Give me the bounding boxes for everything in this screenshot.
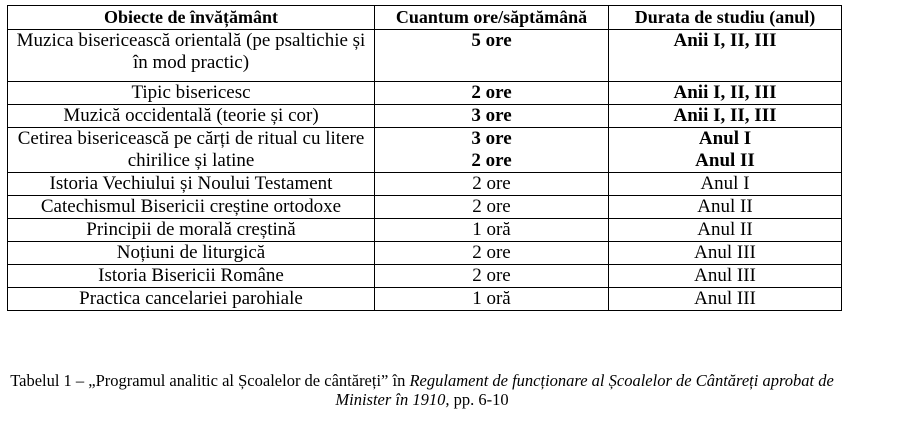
table-row [8,82,842,105]
subject-cell: Practica cancelariei parohiale [8,288,375,311]
hours-cell: 1 oră [375,219,609,242]
hours-cell: 3 ore [375,105,609,128]
header-subjects: Obiecte de învățământ [8,6,375,30]
subject-cell: Noțiuni de liturgică [8,242,375,265]
subject-cell: Catechismul Bisericii creștine ortodoxe [8,196,375,219]
duration-cell: Anii I, II, III [609,82,842,105]
subject-cell: Muzica bisericească orientală (pe psaltichie și în mod practic) [8,30,375,82]
hours-cell: 5 ore [375,30,609,82]
duration-cell: Anii I, II, III [609,105,842,128]
hours-value-b: 2 ore [471,150,512,171]
duration-cell: Anul II [609,196,842,219]
table-row [8,288,842,311]
duration-cell: Anul I [609,173,842,196]
hours-cell [375,128,609,173]
duration-value-a: Anul I [698,128,752,149]
subject-cell: Tipic bisericesc [8,82,375,105]
table-row [8,242,842,265]
hours-cell: 2 ore [375,242,609,265]
hours-cell: 1 oră [375,288,609,311]
hours-value-a: 3 ore [471,128,512,149]
table-header-row [8,6,842,30]
hours-cell: 2 ore [375,196,609,219]
subject-cell: Principii de morală creștină [8,219,375,242]
table-row [8,173,842,196]
table-row [8,196,842,219]
duration-cell: Anul II [609,219,842,242]
table-row [8,128,842,173]
table-row [8,30,842,82]
subject-cell: Istoria Bisericii Române [8,265,375,288]
hours-cell: 2 ore [375,265,609,288]
table-caption [0,371,844,409]
header-hours: Cuantum ore/săptămână [375,6,609,30]
table-row [8,105,842,128]
caption-prefix: Tabelul 1 – „Programul analitic al Școalelor de cântăreți” în [10,371,410,390]
curriculum-table [7,5,842,311]
caption-title: Regulament de funcționare al Școalelor de Cântăreți aprobat de Minister în 1910, [335,371,834,409]
duration-cell: Anul III [609,242,842,265]
hours-cell: 2 ore [375,173,609,196]
duration-cell [609,128,842,173]
subject-cell: Muzică occidentală (teorie și cor) [8,105,375,128]
subject-cell: Cetirea bisericească pe cărți de ritual cu litere chirilice și latine [8,128,375,173]
hours-cell: 2 ore [375,82,609,105]
subject-cell: Istoria Vechiului și Noului Testament [8,173,375,196]
duration-cell: Anul III [609,265,842,288]
duration-value-b: Anul II [695,150,755,171]
duration-cell: Anii I, II, III [609,30,842,82]
table-row [8,265,842,288]
duration-cell: Anul III [609,288,842,311]
caption-suffix: pp. 6-10 [449,390,509,409]
table-row [8,219,842,242]
header-duration: Durata de studiu (anul) [609,6,842,30]
